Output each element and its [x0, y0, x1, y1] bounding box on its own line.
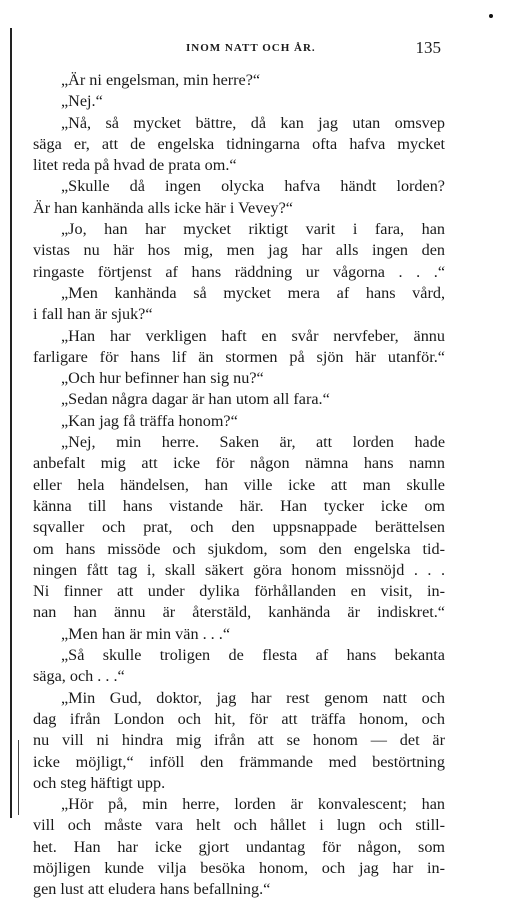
text-line: dag ifrån London och hit, för att träffa honom, och	[33, 709, 445, 728]
text-line: „Hör på, min herre, lorden är konvalescent; han	[61, 795, 445, 814]
text-line: ringaste förtjenst af hans räddning ur vågorna . . .“	[33, 262, 445, 281]
text-line: „Kan jag få träffa honom?“	[61, 411, 238, 430]
text-line: i fall han är sjuk?“	[33, 305, 153, 324]
text-line: Ni finner att under dylika förhållanden en visit, in-	[33, 582, 445, 601]
text-line: „Och hur befinner han sig nu?“	[61, 369, 264, 388]
text-line: om hans missöde och sjukdom, som den engelska tid-	[33, 539, 445, 558]
text-line: känna till hans vistande här. Han tycker icke om	[33, 496, 445, 515]
text-line: „Så skulle troligen de flesta af hans bekanta	[61, 646, 445, 665]
text-line: säga er, att de engelska tidningarna ofta hafva mycket	[33, 134, 445, 153]
text-line: „Är ni engelsman, min herre?“	[61, 71, 261, 89]
body-text	[33, 70, 445, 901]
text-line: litet reda på hvad de prata om.“	[33, 156, 237, 175]
text-line: „Skulle då ingen olycka hafva händt lorden?	[61, 177, 445, 196]
text-line: säga, och . . .“	[33, 667, 125, 686]
text-line: farligare för hans lif än stormen på sjön här utanför.“	[33, 347, 445, 366]
text-line: het. Han har icke gjort undantag för någon, som	[33, 837, 445, 856]
text-line: „Han har verkligen haft en svår nervfeber, ännu	[61, 326, 445, 345]
text-line: „Sedan några dagar är han utom all fara.“	[61, 390, 330, 409]
text-line: nu vill ni hindra mig ifrån att se honom — det är	[33, 731, 445, 750]
text-line: icke möjligt,“ inföll den främmande med bestörtning	[33, 752, 445, 771]
text-line: eller hela händelsen, han ville icke att man skulle	[33, 475, 445, 494]
page-number: 135	[415, 38, 441, 57]
text-line: „Nej, min herre. Saken är, att lorden hade	[61, 433, 445, 452]
text-line: „Nej.“	[61, 92, 103, 111]
text-line: Är han kanhända alls icke här i Vevey?“	[33, 198, 293, 217]
text-line: anbefalt mig att icke för någon nämna hans namn	[33, 454, 445, 473]
page-edge-shadow	[10, 28, 12, 818]
text-line: gen lust att eludera hans befallning.“	[33, 880, 271, 899]
text-line: vistas nu här hos mig, men jag har alls ingen den	[33, 241, 445, 260]
text-line: „Men han är min vän . . .“	[61, 624, 231, 643]
page-header	[60, 38, 445, 62]
page-edge-mark	[18, 740, 19, 815]
text-line: „Jo, han har mycket riktigt varit i fara, han	[61, 220, 445, 239]
text-line: sqvaller och prat, och den uppsnappade berättelsen	[33, 518, 445, 537]
text-line: „Nå, så mycket bättre, då kan jag utan omsvep	[61, 113, 445, 132]
text-line: nan han ännu är återstäld, kanhända är indiskret.“	[33, 603, 445, 622]
text-line: „Min Gud, doktor, jag har rest genom natt och	[61, 688, 445, 707]
ink-speck	[489, 14, 493, 18]
text-line: „Men kanhända så mycket mera af hans vård,	[61, 283, 445, 302]
text-line: vill och måste vara helt och hållet i lugn och still-	[33, 816, 445, 835]
text-line: ningen fått tag i, skall säkert göra honom missnöjd . . .	[33, 560, 445, 579]
text-line: möjligen kunde vilja besöka honom, och jag har in-	[33, 858, 445, 877]
text-line: och steg häftigt upp.	[33, 773, 166, 792]
running-title: INOM NATT OCH ÅR.	[186, 42, 316, 54]
